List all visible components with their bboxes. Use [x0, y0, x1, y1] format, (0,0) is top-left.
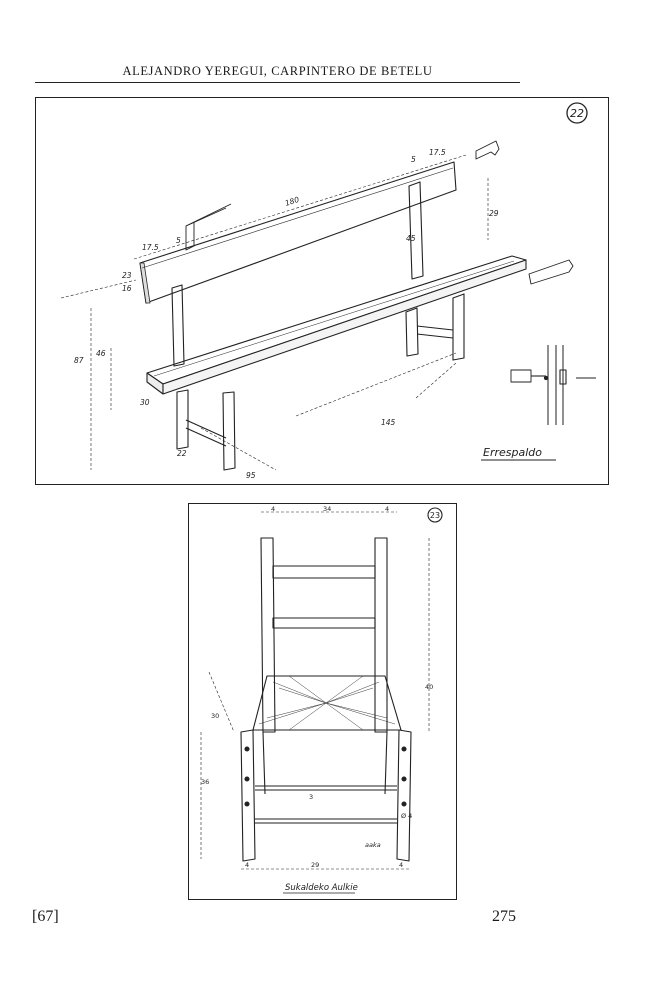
dim-bottom-b: 29	[311, 861, 320, 869]
dim-top-b: 17.5	[429, 148, 446, 157]
dim-top-a: 4	[271, 505, 276, 513]
bench-back-post-right	[409, 182, 423, 279]
chair-drawing	[189, 504, 456, 899]
dim-seat-height: 46	[96, 349, 106, 358]
chair-slat-middle	[273, 618, 375, 628]
dim-board-a: 17.5	[142, 243, 159, 252]
dim-rail: 3	[309, 793, 314, 801]
plate-number: 23	[429, 511, 441, 520]
plate-chair-drawing	[188, 503, 457, 900]
running-head: ALEJANDRO YEREGUI, CARPINTERO DE BETELU	[122, 64, 433, 78]
page-number: 275	[492, 908, 516, 925]
dim-back-height: 29	[489, 209, 499, 218]
dim-length: 180	[283, 194, 301, 208]
chair-back-post-right	[375, 538, 387, 732]
dim-leg-gap: 45	[406, 234, 416, 243]
dim-top-c: 4	[385, 505, 390, 513]
bench-leg-front-right	[453, 294, 464, 360]
page-folio-bracket: [67]	[32, 908, 59, 925]
plate-caption: Errespaldo	[483, 446, 542, 459]
dim-stretcher: 145	[381, 418, 396, 427]
chair-slat-top	[273, 566, 375, 578]
dim-total-height: 87	[74, 356, 84, 365]
dim-back-height: 40	[425, 683, 434, 691]
dim-top-a: 5	[411, 155, 416, 164]
dim-joint: 95	[246, 471, 256, 480]
bench-leg-front-left	[177, 390, 188, 449]
bench-drawing	[36, 98, 608, 484]
dim-stretcher: Ø 4	[401, 812, 413, 820]
dim-bottom-c: 4	[399, 861, 404, 869]
plate-caption: Sukaldeko Aulkie	[285, 883, 358, 893]
dim-board-b: 5	[176, 236, 181, 245]
dim-board-d: 16	[122, 284, 132, 293]
dim-top-b: 34	[323, 505, 332, 513]
header-rule	[35, 82, 520, 83]
plate-number: 22	[570, 107, 584, 120]
dim-leg-height: 36	[201, 778, 210, 786]
plate-bench-drawing	[35, 97, 609, 485]
dim-foot: 22	[177, 449, 187, 458]
bench-leg-front-left-2	[223, 392, 235, 470]
chair-note: aaka	[365, 841, 381, 849]
bench-leg-back-right	[406, 308, 418, 356]
dim-seat-depth: 30	[211, 712, 220, 720]
bench-backrest	[140, 162, 456, 303]
dim-seat-depth: 30	[140, 398, 150, 407]
bench-back-post-left	[172, 285, 184, 366]
dim-board-c: 23	[122, 271, 132, 280]
dim-bottom-a: 4	[245, 861, 250, 869]
